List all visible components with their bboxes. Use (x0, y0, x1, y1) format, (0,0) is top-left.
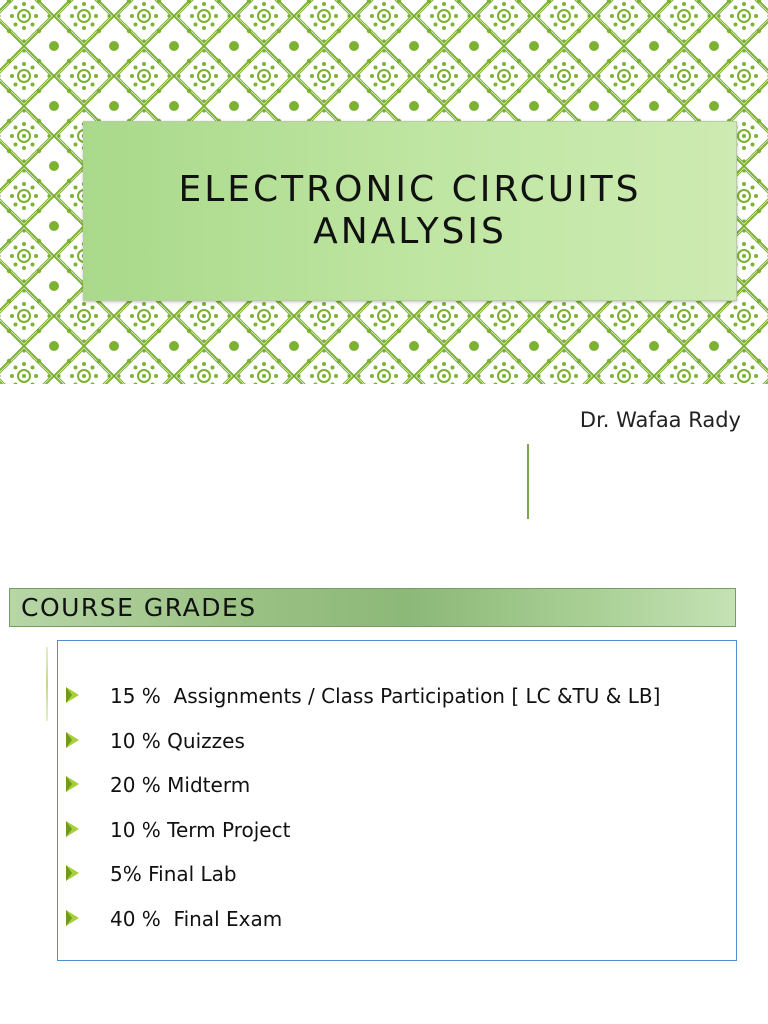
arrowhead-bullet-icon (66, 865, 79, 881)
arrowhead-bullet-icon (66, 687, 79, 703)
grade-item-text: 10 % Term Project (110, 818, 291, 842)
grade-item-text: 20 % Midterm (110, 773, 251, 797)
grade-item (58, 726, 728, 756)
arrowhead-bullet-icon (66, 776, 79, 792)
grade-item (58, 904, 728, 934)
side-accent-line (46, 647, 48, 721)
grade-item (58, 859, 728, 889)
section-header (9, 588, 736, 627)
arrowhead-bullet-icon (66, 821, 79, 837)
author-name: Dr. Wafaa Rady (579, 408, 741, 432)
section-title: COURSE GRADES (21, 593, 257, 622)
grade-item (58, 770, 728, 800)
grade-item-text: 40 % Final Exam (110, 907, 283, 931)
grade-item-text: 15 % Assignments / Class Participation [ LC &TU & LB] (110, 684, 661, 708)
arrowhead-bullet-icon (66, 732, 79, 748)
slide-title-line-1: ELECTRONIC CIRCUITS (178, 169, 642, 210)
grades-content-box (57, 640, 737, 961)
arrowhead-bullet-icon (66, 910, 79, 926)
grade-item (58, 681, 728, 711)
grade-item (58, 815, 728, 845)
slide-title-line-2: ANALYSIS (313, 211, 507, 252)
author-divider (527, 444, 529, 519)
grade-item-text: 5% Final Lab (110, 862, 237, 886)
title-box (83, 121, 737, 301)
grade-item-text: 10 % Quizzes (110, 729, 245, 753)
